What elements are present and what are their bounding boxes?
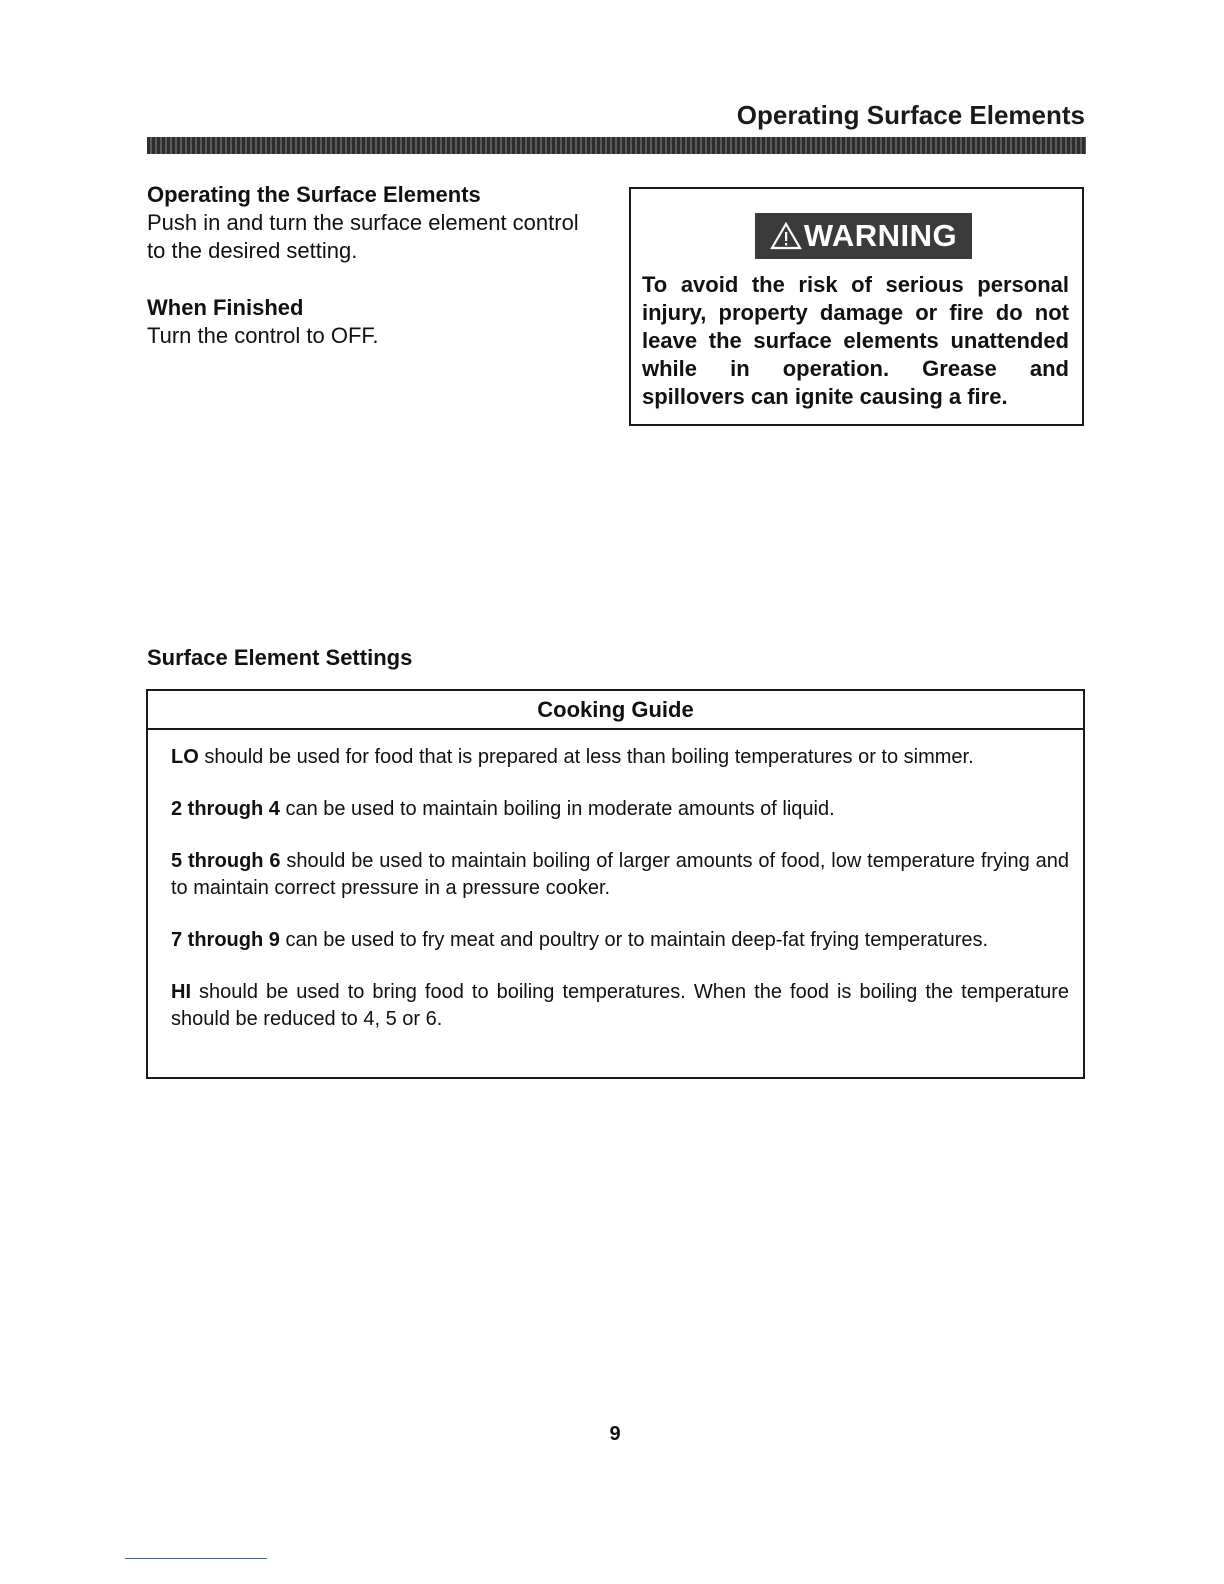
when-finished-text: Turn the control to OFF. (147, 323, 379, 348)
guide-item (171, 848, 1069, 902)
cooking-guide-title: Cooking Guide (148, 691, 1083, 730)
footer-line (125, 1558, 267, 1559)
cooking-guide-table (146, 689, 1085, 1079)
guide-item-text: should be used to maintain boiling of larger amounts of food, low temperature frying and to maintain correct pressure in a pressure cooker. (171, 850, 1069, 899)
header-rule (147, 137, 1086, 154)
guide-item-text: should be used for food that is prepared at less than boiling temperatures or to simmer. (198, 746, 974, 768)
guide-item-text: should be used to bring food to boiling temperatures. When the food is boiling the temperature should be reduced to 4, 5 or 6. (171, 981, 1069, 1030)
page-title: Operating Surface Elements (736, 100, 1085, 130)
guide-item-key: LO (171, 746, 199, 768)
operating-heading: Operating the Surface Elements (147, 182, 481, 207)
operating-text-line2: to the desired setting. (147, 238, 358, 263)
guide-item-text: can be used to fry meat and poultry or to maintain deep-fat frying temperatures. (279, 929, 989, 951)
guide-item (171, 796, 1069, 823)
guide-item-key: 7 through 9 (171, 929, 280, 951)
when-finished-heading: When Finished (147, 295, 304, 320)
warning-text: To avoid the risk of serious personal injury, property damage or fire do not leave the surface elements unattended while in operation. Grease and spillovers can ignite causing a fire. (642, 272, 1069, 409)
page-number: 9 (609, 1423, 621, 1445)
guide-item (171, 927, 1069, 954)
guide-item-key: 2 through 4 (171, 798, 280, 820)
spacer (147, 265, 617, 293)
guide-item (171, 979, 1069, 1033)
settings-heading: Surface Element Settings (147, 645, 413, 670)
operating-text-line1: Push in and turn the surface element control (147, 210, 579, 235)
warning-triangle-icon (770, 222, 802, 250)
guide-item (171, 744, 1069, 771)
guide-item-key: 5 through 6 (171, 850, 281, 872)
warning-badge (755, 213, 972, 259)
warning-label: WARNING (803, 218, 958, 253)
warning-box (629, 187, 1084, 426)
operating-instructions (147, 180, 617, 350)
cooking-guide-body (148, 730, 1083, 1033)
guide-item-text: can be used to maintain boiling in moderate amounts of liquid. (279, 798, 835, 820)
guide-item-key: HI (171, 981, 191, 1003)
